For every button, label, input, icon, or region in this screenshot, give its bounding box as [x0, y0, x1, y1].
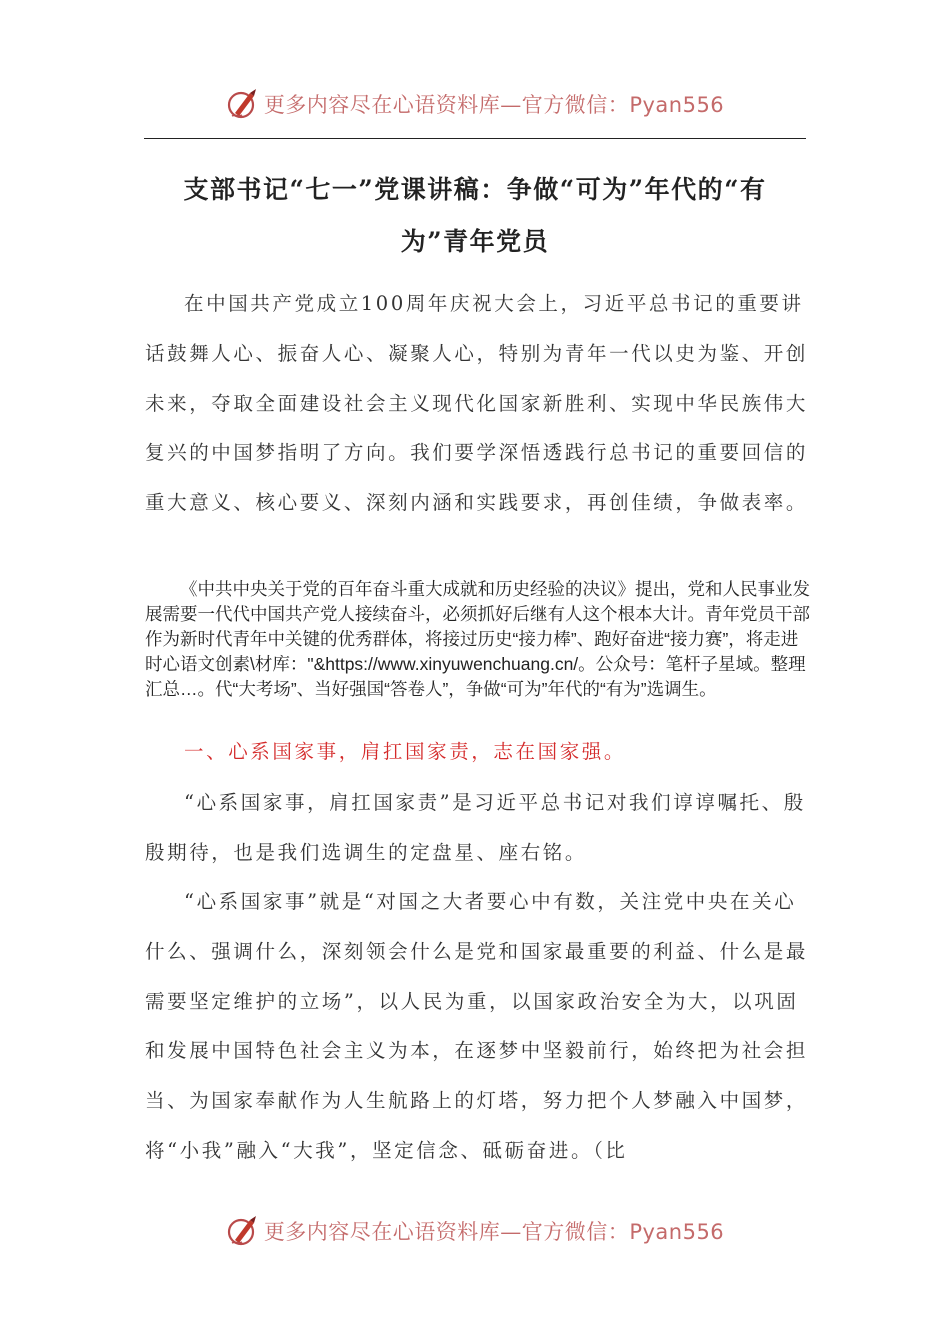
header-divider: [144, 138, 806, 139]
pen-nib-logo-icon: [226, 1214, 260, 1248]
footer-banner: [0, 1211, 950, 1251]
paragraph-intro: 在中国共产党成立100周年庆祝大会上，习近平总书记的重要讲话鼓舞人心、振奋人心、凝聚人心，特别为青年一代以史为鉴、开创未来，夺取全面建设社会主义现代化国家新胜利、实现中华民族伟大复兴的中国梦指明了方向。我们要学深悟透践行总书记的重要回信的重大意义、核心要义、深刻内涵和实践要求，再创佳绩，争做表率。: [145, 292, 809, 515]
paragraph-resolution: 《中共中央关于党的百年奋斗重大成就和历史经验的决议》提出，党和人民事业发展需要一代代中国共产党人接续奋斗，必须抓好后继有人这个根本大计。青年党员干部作为新时代青年中关键的优秀群体，将接过历史“接力棒”、跑好奋进“接力赛”，将走进时心语文创素\材库："&https://www.xinyuwenchuang.cn/。公众号：笔杆子星域。整理汇总…。代“大考场”、当好强国“答卷人”，争做“可为”年代的“有为”选调生。: [145, 579, 810, 699]
paragraph-section1-a: “心系国家事，肩扛国家责”是习近平总书记对我们谆谆嘱托、殷殷期待，也是我们选调生的定盘星、座右铭。: [145, 791, 806, 864]
header-banner: [0, 84, 950, 124]
document-title: [150, 164, 800, 268]
footer-banner-text: 更多内容尽在心语资料库—官方微信：Pyan556: [263, 1220, 725, 1244]
title-line-2: 为”青年党员: [400, 227, 550, 256]
header-banner-text: 更多内容尽在心语资料库—官方微信：Pyan556: [263, 93, 725, 117]
pen-nib-logo-icon: [226, 87, 260, 121]
footer-wechat-account: Pyan556: [629, 1220, 725, 1244]
title-line-1: 支部书记“七一”党课讲稿：争做“可为”年代的“有: [183, 175, 767, 204]
section-heading-1: 一、心系国家事，肩扛国家责，志在国家强。: [184, 740, 627, 763]
header-wechat-account: Pyan556: [629, 93, 725, 117]
paragraph-section1-b: “心系国家事”就是“对国之大者要心中有数，关注党中央在关心什么、强调什么，深刻领会什么是党和国家最重要的利益、什么是最需要坚定维护的立场”，以人民为重，以国家政治安全为大，以巩固和发展中国特色社会主义为本，在逐梦中坚毅前行，始终把为社会担当、为国家奉献作为人生航路上的灯塔，努力把个人梦融入中国梦，将“小我”融入“大我”，坚定信念、砥砺奋进。（比: [145, 890, 809, 1162]
